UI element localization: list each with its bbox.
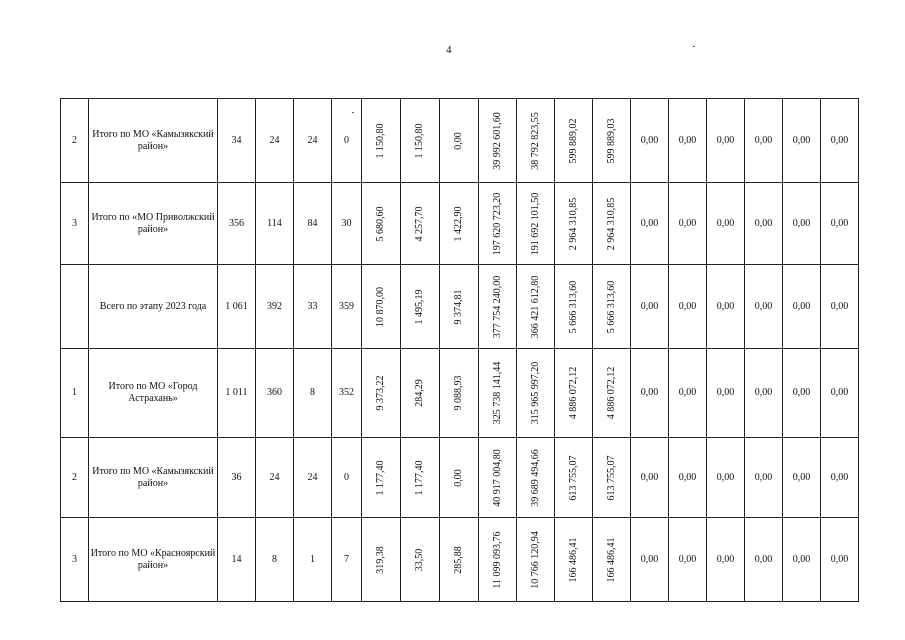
rotated-value-cell [517,438,555,518]
rotated-value-cell-value: 191 692 101,50 [529,192,541,255]
count-cell: 24 [256,438,294,518]
rotated-value-cell [593,349,631,438]
rotated-value-cell-value: 197 620 723,20 [491,192,503,255]
rotated-value-cell-value: 366 421 612,80 [529,275,541,338]
row-number-cell: 3 [61,518,89,602]
rotated-value-cell [479,349,517,438]
rotated-value-cell-value: 10 870,00 [375,286,386,327]
count-cell: 1 011 [218,349,256,438]
zero-value-cell: 0,00 [783,518,821,602]
row-number-cell: 2 [61,99,89,183]
rotated-value-cell [401,265,440,349]
table-row [61,183,859,265]
zero-value-cell: 0,00 [821,438,859,518]
count-cell: 0 [332,438,362,518]
zero-value-cell: 0,00 [821,99,859,183]
row-number-cell: 1 [61,349,89,438]
rotated-value-cell [479,183,517,265]
rotated-value-cell [555,438,593,518]
rotated-value-cell [401,183,440,265]
rotated-value-cell-value: 4 886 072,12 [567,366,579,420]
count-cell: 84 [294,183,332,265]
rotated-value-cell [593,183,631,265]
rotated-value-cell [401,438,440,518]
rotated-value-cell-value: 166 486,41 [605,537,617,582]
zero-value-cell: 0,00 [745,349,783,438]
rotated-value-cell-value: 4 257,70 [414,206,425,241]
municipality-name-cell: Итого по МО «Красноярский район» [89,518,218,602]
zero-value-cell: 0,00 [707,518,745,602]
count-cell: 1 061 [218,265,256,349]
zero-value-cell: 0,00 [745,518,783,602]
zero-value-cell: 0,00 [707,183,745,265]
count-cell: 14 [218,518,256,602]
rotated-value-cell [362,183,401,265]
rotated-value-cell-value: 4 886 072,12 [605,366,617,420]
row-number-cell: 2 [61,438,89,518]
rotated-value-cell-value: 1 150,80 [414,123,425,158]
count-cell: 34 [218,99,256,183]
rotated-value-cell-value: 11 099 093,76 [491,530,503,589]
rotated-value-cell-value: 5 666 313,60 [567,280,579,333]
count-cell: 352 [332,349,362,438]
zero-value-cell: 0,00 [669,518,707,602]
rotated-value-cell [517,99,555,183]
rotated-value-cell-value: 315 965 997,20 [529,361,541,425]
count-cell: 24 [256,99,294,183]
zero-value-cell: 0,00 [821,349,859,438]
rotated-value-cell [555,518,593,602]
rotated-value-cell-value: 9 088,93 [453,375,464,411]
rotated-value-cell [401,99,440,183]
table-row [61,349,859,438]
rotated-value-cell-value: 2 964 310,85 [605,197,617,250]
rotated-value-cell-value: 319,38 [375,545,386,574]
zero-value-cell: 0,00 [631,518,669,602]
rotated-value-cell [517,183,555,265]
rotated-value-cell [479,265,517,349]
page-number: 4 [446,44,452,56]
rotated-value-cell [440,349,479,438]
rotated-value-cell [517,265,555,349]
count-cell: 1 [294,518,332,602]
zero-value-cell: 0,00 [821,265,859,349]
zero-value-cell: 0,00 [631,265,669,349]
rotated-value-cell-value: 0,00 [453,468,464,487]
rotated-value-cell [555,349,593,438]
rotated-value-cell [517,349,555,438]
rotated-value-cell [555,99,593,183]
rotated-value-cell-value: 1 177,40 [414,460,425,495]
rotated-value-cell [440,99,479,183]
rotated-value-cell [362,518,401,602]
count-cell: 8 [294,349,332,438]
zero-value-cell: 0,00 [707,349,745,438]
zero-value-cell: 0,00 [783,349,821,438]
municipality-name-cell: Итого по МО «Камызякский район» [89,438,218,518]
zero-value-cell: 0,00 [631,183,669,265]
zero-value-cell: 0,00 [631,99,669,183]
zero-value-cell: 0,00 [745,438,783,518]
rotated-value-cell [593,265,631,349]
rotated-value-cell-value: 10 766 120,94 [529,530,541,589]
zero-value-cell: 0,00 [821,518,859,602]
rotated-value-cell [440,265,479,349]
count-cell: 359 [332,265,362,349]
rotated-value-cell [362,265,401,349]
rotated-value-cell-value: 613 755,07 [605,455,617,500]
count-cell: 114 [256,183,294,265]
municipality-name-cell: Итого по МО «Город Астрахань» [89,349,218,438]
registry-table [60,98,859,602]
rotated-value-cell-value: 613 755,07 [567,455,579,500]
rotated-value-cell [479,99,517,183]
zero-value-cell: 0,00 [783,438,821,518]
rotated-value-cell-value: 325 738 141,44 [491,361,503,425]
rotated-value-cell-value: 2 964 310,85 [567,197,579,250]
table-row [61,438,859,518]
rotated-value-cell [593,438,631,518]
zero-value-cell: 0,00 [783,183,821,265]
municipality-name-cell: Всего по этапу 2023 года [89,265,218,349]
rotated-value-cell-value: 1 495,19 [414,289,425,324]
zero-value-cell: 0,00 [669,99,707,183]
zero-value-cell: 0,00 [821,183,859,265]
rotated-value-cell-value: 1 150,80 [375,123,386,158]
rotated-value-cell [593,99,631,183]
zero-value-cell: 0,00 [783,265,821,349]
municipality-name-cell: Итого по МО «Камызякский район» [89,99,218,183]
rotated-value-cell-value: 39 689 494,66 [529,448,541,507]
count-cell: 0 [332,99,362,183]
row-number-cell: 3 [61,183,89,265]
zero-value-cell: 0,00 [669,183,707,265]
zero-value-cell: 0,00 [707,438,745,518]
count-cell: 392 [256,265,294,349]
zero-value-cell: 0,00 [745,265,783,349]
count-cell: 33 [294,265,332,349]
rotated-value-cell-value: 33,50 [414,548,425,571]
count-cell: 8 [256,518,294,602]
count-cell: 356 [218,183,256,265]
rotated-value-cell-value: 38 792 823,55 [529,111,541,170]
table-row [61,99,859,183]
count-cell: 360 [256,349,294,438]
rotated-value-cell [440,183,479,265]
rotated-value-cell-value: 9 374,81 [453,289,464,324]
rotated-value-cell-value: 1 177,40 [375,460,386,495]
rotated-value-cell [479,518,517,602]
rotated-value-cell [362,438,401,518]
zero-value-cell: 0,00 [707,99,745,183]
rotated-value-cell-value: 599 889,02 [567,118,579,163]
rotated-value-cell [440,438,479,518]
rotated-value-cell-value: 40 917 004,80 [491,448,503,507]
rotated-value-cell-value: 166 486,41 [567,537,579,582]
rotated-value-cell [517,518,555,602]
rotated-value-cell-value: 284,29 [414,379,425,407]
rotated-value-cell-value: 9 373,22 [375,375,386,411]
rotated-value-cell-value: 285,88 [453,545,464,574]
rotated-value-cell-value: 1 422,90 [453,206,464,241]
count-cell: 36 [218,438,256,518]
row-number-cell [61,265,89,349]
count-cell: 24 [294,99,332,183]
rotated-value-cell-value: 5 680,60 [375,206,386,241]
zero-value-cell: 0,00 [783,99,821,183]
table-row [61,265,859,349]
rotated-value-cell [362,99,401,183]
zero-value-cell: 0,00 [669,265,707,349]
rotated-value-cell [555,265,593,349]
rotated-value-cell [479,438,517,518]
zero-value-cell: 0,00 [669,438,707,518]
rotated-value-cell-value: 0,00 [453,131,464,150]
count-cell: 7 [332,518,362,602]
scan-speck [693,46,695,47]
rotated-value-cell-value: 599 889,03 [605,118,617,163]
rotated-value-cell [401,349,440,438]
rotated-value-cell-value: 39 992 601,60 [491,111,503,170]
zero-value-cell: 0,00 [745,183,783,265]
count-cell: 24 [294,438,332,518]
rotated-value-cell-value: 377 754 240,00 [491,275,503,338]
count-cell: 30 [332,183,362,265]
rotated-value-cell [362,349,401,438]
rotated-value-cell [555,183,593,265]
table-row [61,518,859,602]
zero-value-cell: 0,00 [707,265,745,349]
rotated-value-cell-value: 5 666 313,60 [605,280,617,333]
zero-value-cell: 0,00 [669,349,707,438]
rotated-value-cell [593,518,631,602]
zero-value-cell: 0,00 [745,99,783,183]
rotated-value-cell [440,518,479,602]
rotated-value-cell [401,518,440,602]
municipality-name-cell: Итого по «МО Приволжский район» [89,183,218,265]
zero-value-cell: 0,00 [631,438,669,518]
zero-value-cell: 0,00 [631,349,669,438]
